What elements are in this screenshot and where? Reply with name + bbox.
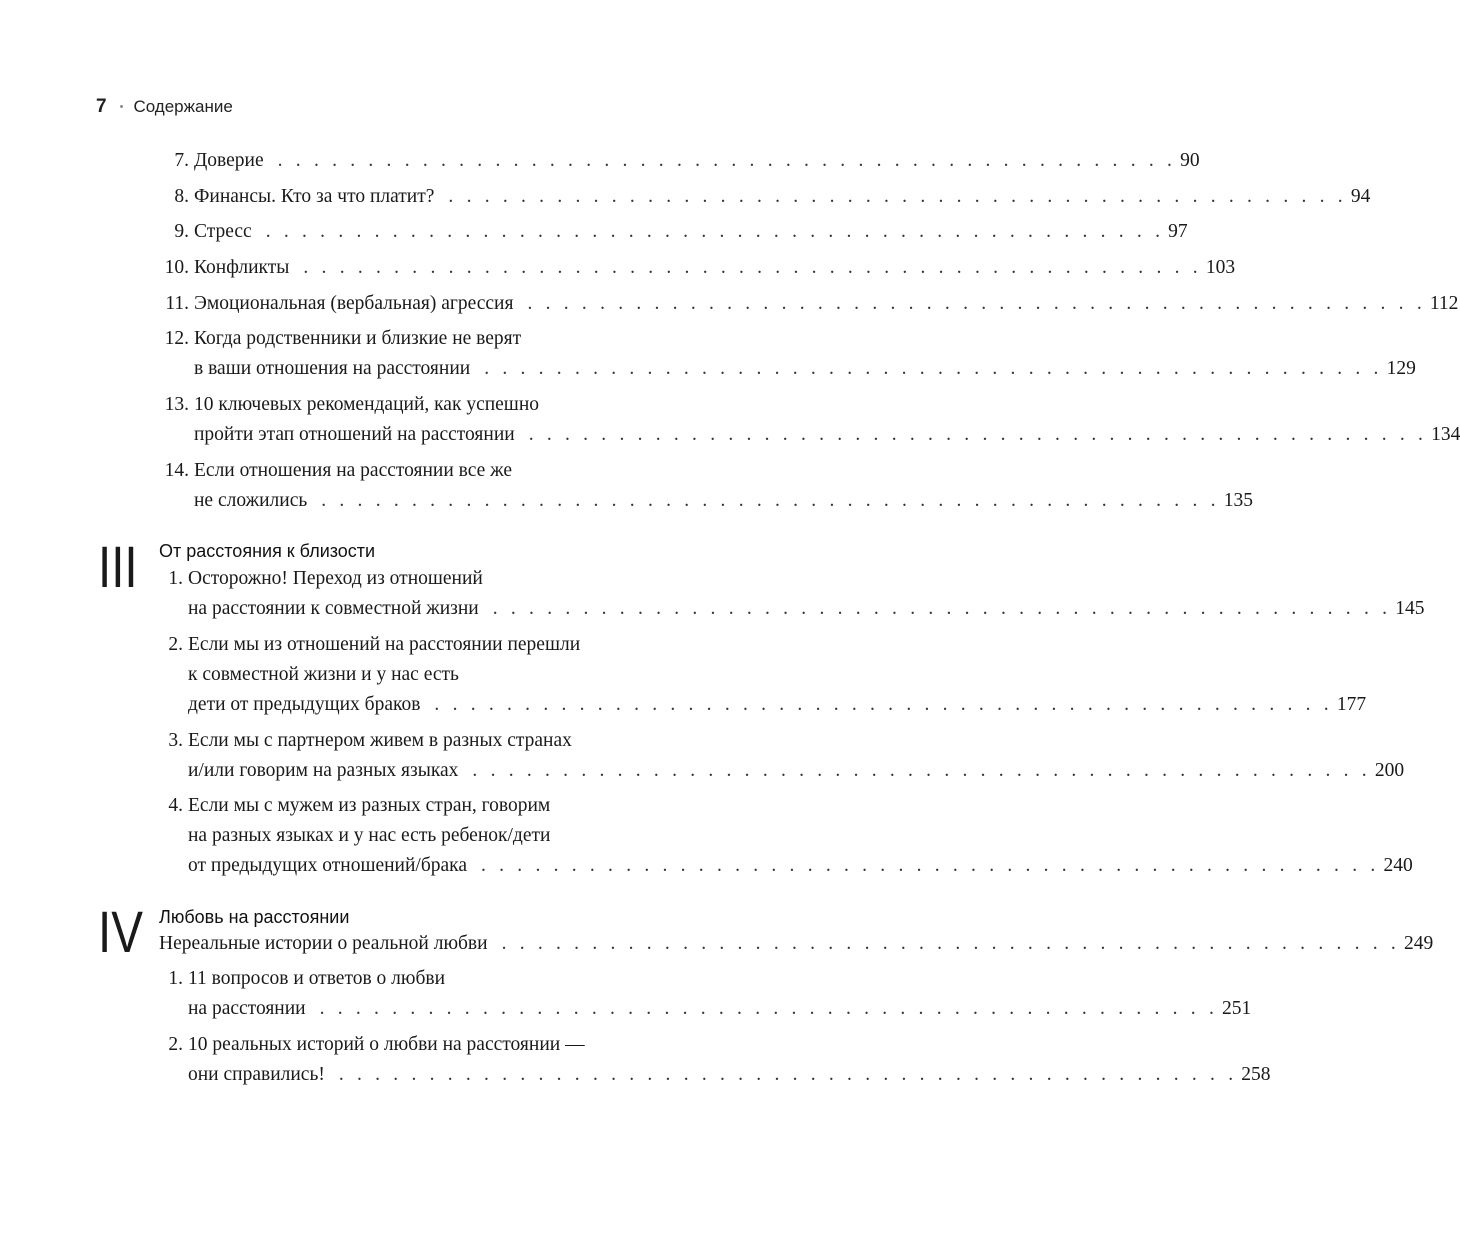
- toc-entry[interactable]: [159, 933, 1434, 963]
- entry-page-number: 200: [1374, 760, 1405, 781]
- entry-number: 12.: [164, 328, 189, 349]
- entry-page-number: 249: [1404, 933, 1434, 954]
- toc-entry[interactable]: [168, 568, 1425, 628]
- entry-title: Если мы с партнером живем в разных странах: [188, 730, 572, 751]
- entry-title: дети от предыдущих браков: [188, 694, 421, 715]
- dot-leader: . . . . . . . . . . . . . . . . . . . . . . . . . . . . . . . . . . . . . . . . . . . . . . . . . .: [277, 150, 1177, 171]
- part-title: Любовь на расстоянии: [159, 907, 350, 927]
- entry-title: Стресс: [194, 221, 252, 242]
- toc-entry[interactable]: [164, 257, 1236, 287]
- entry-number: 14.: [164, 460, 189, 481]
- entry-number: 10.: [164, 257, 189, 278]
- dot-leader: . . . . . . . . . . . . . . . . . . . . . . . . . . . . . . . . . . . . . . . . . . . . . . . . . .: [434, 694, 1333, 715]
- part-roman-numeral: IV: [98, 900, 143, 965]
- dot-leader: . . . . . . . . . . . . . . . . . . . . . . . . . . . . . . . . . . . . . . . . . . . . . . . . . .: [338, 1064, 1238, 1085]
- dot-leader: . . . . . . . . . . . . . . . . . . . . . . . . . . . . . . . . . . . . . . . . . . . . . . . . . .: [319, 998, 1219, 1019]
- entry-number: 4.: [168, 795, 183, 816]
- entry-title: и/или говорим на разных языках: [188, 760, 459, 781]
- entry-page-number: 112: [1429, 293, 1459, 314]
- dot-leader: . . . . . . . . . . . . . . . . . . . . . . . . . . . . . . . . . . . . . . . . . . . . . . . . . .: [528, 424, 1428, 445]
- toc-entry[interactable]: [168, 968, 1252, 1028]
- entry-title: на расстоянии к совместной жизни: [188, 598, 479, 619]
- entry-title: не сложились: [194, 490, 308, 511]
- entry-page-number: 97: [1168, 221, 1188, 242]
- running-header: [96, 96, 233, 118]
- entry-title: к совместной жизни и у нас есть: [188, 664, 459, 685]
- toc-entry[interactable]: [168, 634, 1367, 724]
- toc-entry[interactable]: [164, 394, 1460, 454]
- toc-entry[interactable]: [174, 221, 1188, 251]
- entry-page-number: 251: [1222, 998, 1252, 1019]
- entry-title: от предыдущих отношений/брака: [188, 855, 467, 876]
- part-title: От расстояния к близости: [159, 541, 376, 561]
- entry-page-number: 90: [1180, 150, 1200, 171]
- entry-title: Нереальные истории о реальной любви: [159, 933, 488, 954]
- entry-title: Финансы. Кто за что платит?: [194, 186, 435, 207]
- dot-leader: . . . . . . . . . . . . . . . . . . . . . . . . . . . . . . . . . . . . . . . . . . . . . . . . . .: [303, 257, 1202, 278]
- page-number: 7: [96, 96, 107, 117]
- entry-title: Доверие: [194, 150, 264, 171]
- dot-leader: . . . . . . . . . . . . . . . . . . . . . . . . . . . . . . . . . . . . . . . . . . . . . . . . . .: [265, 221, 1165, 242]
- entry-page-number: 103: [1205, 257, 1236, 278]
- entry-title: 10 реальных историй о любви на расстоянии —: [188, 1034, 585, 1055]
- entry-number: 9.: [174, 221, 189, 242]
- dot-leader: . . . . . . . . . . . . . . . . . . . . . . . . . . . . . . . . . . . . . . . . . . . . . . . . . .: [448, 186, 1347, 207]
- dot-leader: . . . . . . . . . . . . . . . . . . . . . . . . . . . . . . . . . . . . . . . . . . . . . . . . . .: [527, 293, 1426, 314]
- entry-page-number: 94: [1350, 186, 1371, 207]
- toc-entry[interactable]: [168, 795, 1413, 885]
- toc-entry[interactable]: [164, 460, 1253, 520]
- toc-entry[interactable]: [164, 328, 1416, 388]
- toc-entry[interactable]: [168, 730, 1405, 790]
- entry-number: 8.: [174, 186, 189, 207]
- entry-title: пройти этап отношений на расстоянии: [194, 424, 515, 445]
- entry-title: они справились!: [188, 1064, 325, 1085]
- entry-page-number: 177: [1336, 694, 1367, 715]
- dot-leader: . . . . . . . . . . . . . . . . . . . . . . . . . . . . . . . . . . . . . . . . . . . . . . . . . .: [481, 855, 1380, 876]
- toc-entry[interactable]: [174, 150, 1200, 180]
- entry-page-number: 145: [1395, 598, 1425, 619]
- entry-number: 11.: [165, 293, 189, 314]
- dot-leader: . . . . . . . . . . . . . . . . . . . . . . . . . . . . . . . . . . . . . . . . . . . . . . . . . .: [501, 933, 1401, 954]
- entry-title: Когда родственники и близкие не верят: [194, 328, 522, 349]
- entry-title: Эмоциональная (вербальная) агрессия: [194, 293, 514, 314]
- entry-number: 7.: [174, 150, 189, 171]
- header-title: Содержание: [133, 97, 233, 116]
- entry-number: 13.: [164, 394, 189, 415]
- entry-number: 2.: [168, 1034, 183, 1055]
- entry-page-number: 240: [1383, 855, 1413, 876]
- dot-leader: . . . . . . . . . . . . . . . . . . . . . . . . . . . . . . . . . . . . . . . . . . . . . . . . . .: [321, 490, 1220, 511]
- entry-title: на разных языках и у нас есть ребенок/дети: [188, 825, 551, 846]
- entry-title: 11 вопросов и ответов о любви: [188, 968, 446, 989]
- dot-leader: . . . . . . . . . . . . . . . . . . . . . . . . . . . . . . . . . . . . . . . . . . . . . . . . . .: [472, 760, 1371, 781]
- part-roman-numeral: III: [98, 535, 138, 600]
- toc-entry[interactable]: [165, 293, 1459, 323]
- toc-entry[interactable]: [168, 1034, 1271, 1094]
- entry-page-number: 134: [1431, 424, 1460, 445]
- header-bullet: •: [119, 101, 124, 113]
- dot-leader: . . . . . . . . . . . . . . . . . . . . . . . . . . . . . . . . . . . . . . . . . . . . . . . . . .: [492, 598, 1392, 619]
- dot-leader: . . . . . . . . . . . . . . . . . . . . . . . . . . . . . . . . . . . . . . . . . . . . . . . . . .: [484, 358, 1383, 379]
- entry-title: на расстоянии: [188, 998, 306, 1019]
- entry-page-number: 129: [1386, 358, 1416, 379]
- entry-page-number: 258: [1241, 1064, 1271, 1085]
- entry-number: 2.: [168, 634, 183, 655]
- entry-number: 3.: [168, 730, 183, 751]
- entry-page-number: 135: [1223, 490, 1253, 511]
- entry-title: Если мы из отношений на расстоянии перешли: [188, 634, 581, 655]
- entry-title: 10 ключевых рекомендаций, как успешно: [194, 394, 540, 415]
- entry-number: 1.: [168, 968, 183, 989]
- entry-title: в ваши отношения на расстоянии: [194, 358, 471, 379]
- entry-title: Осторожно! Переход из отношений: [188, 568, 483, 589]
- entry-title: Конфликты: [194, 257, 290, 278]
- entry-title: Если отношения на расстоянии все же: [194, 460, 513, 481]
- toc-entry[interactable]: [174, 186, 1371, 216]
- entry-title: Если мы с мужем из разных стран, говорим: [188, 795, 551, 816]
- entry-number: 1.: [168, 568, 183, 589]
